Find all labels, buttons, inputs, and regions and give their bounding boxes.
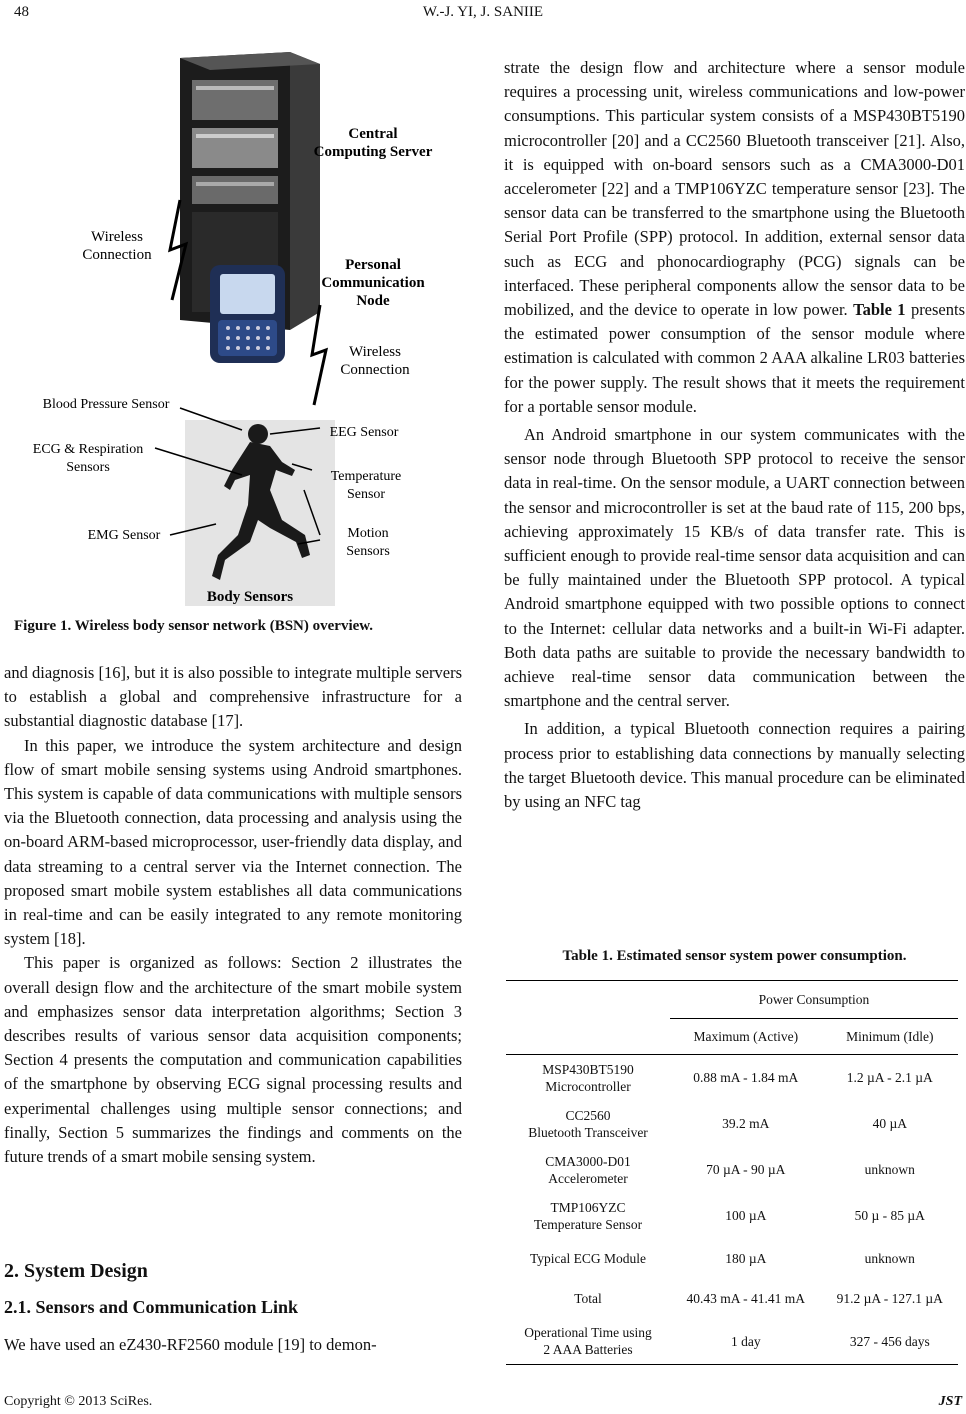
ecg-sensor-label: ECG & Respiration (32, 442, 144, 457)
table-row: CC2560 Bluetooth Transceiver 39.2 mA 40 µA (528, 1107, 907, 1140)
table-group-header: Power Consumption (670, 981, 958, 1019)
personal-node-label-3: Node (356, 293, 390, 309)
paragraph: In addition, a typical Bluetooth connection requires a pairing process prior to establishing data connections by manually selecting the target Bluetooth device. This manual procedure can be eliminated by using an NFC tag (504, 719, 965, 812)
table-row: TMP106YZC Temperature Sensor 100 µA 50 µ - 85 µA (533, 1199, 925, 1232)
paragraph: In this paper, we introduce the system architecture and design flow of smart mobile sensing systems using Android smartphones. This system is capable of data communications with multiple sensors via the Bluetooth connection, data processing and analysis using the on-board ARM-based microprocessor, user-friendly data display, and data streaming to a central server via the Internet connection. The proposed smart mobile system establishes all data communications in real-time and can be easily integrated to any remote monitoring system [18]. (4, 735, 462, 949)
column-header-max: Maximum (Active) (693, 1029, 799, 1044)
table-reference: Table 1 (853, 300, 906, 320)
motion-sensor-label: Motion (347, 526, 389, 541)
eeg-sensor-label: EEG Sensor (329, 425, 399, 440)
column-header-min: Minimum (Idle) (846, 1029, 934, 1044)
personal-node-label-2: Communication (321, 275, 425, 291)
paragraph: and diagnosis [16], but it is also possible to integrate multiple servers to establish a global and comprehensive infrastructure for a substantial diagnostic database [17]. (4, 663, 462, 731)
paragraph: strate the design flow and architecture where a sensor module requires a processing unit, wireless communications and low-power consumptions. This particular system consists of a MSP430BT5190 microcontroller [20] and a CC2560 Bluetooth transceiver [21]. Also, it is equipped with on-board sensors such as a CMA3000-D01 accelerometer [22] and a TMP106YZC temperature sensor [23]. The sensor data can be transferred to the smartphone using the Bluetooth Serial Port Profile (SPP) protocol. In addition, external sensor data such as ECG and phonocardiography (PCG) signals can be interfaced. These peripheral components allow the sensor data to be mobilized, and the device to operate in low power. Table 1 presents the estimated power consumption of the sensor module where estimation is calculated with common 2 AAA alkaline LR03 batteries for the power supply. The result shows that it meets the requirement for a portable sensor module. (504, 58, 966, 416)
ecg-sensor-label-2: Sensors (66, 460, 110, 475)
wireless-link-icon-2 (312, 305, 326, 405)
temperature-sensor-label: Temperature (330, 469, 402, 484)
right-column-body (504, 56, 965, 814)
emg-sensor-label: EMG Sensor (87, 528, 161, 543)
page-number: 48 (14, 4, 29, 20)
section-heading: 2. System Design (4, 1260, 148, 1282)
wireless-label-1b: Connection (82, 247, 152, 263)
wireless-label-1: Wireless (91, 229, 143, 245)
left-column-tail (4, 1333, 462, 1357)
table-row: CMA3000-D01 Accelerometer 70 µA - 90 µA unknown (545, 1153, 915, 1186)
smartphone-icon (210, 265, 285, 363)
table-row-operational-time: Operational Time using 2 AAA Batteries 1 day 327 - 456 days (506, 1319, 958, 1365)
running-header: W.-J. YI, J. SANIIE (422, 4, 544, 20)
server-label-2: Computing Server (313, 144, 433, 160)
body-sensors-label: Body Sensors (206, 589, 294, 605)
subsection-heading: 2.1. Sensors and Communication Link (4, 1297, 299, 1317)
left-column-body (4, 661, 462, 1169)
table-row-total: Total 40.43 mA - 41.41 mA 91.2 µA - 127.1 µA (574, 1291, 943, 1306)
bp-sensor-label: Blood Pressure Sensor (42, 397, 170, 412)
paragraph: This paper is organized as follows: Section 2 illustrates the overall design flow and the architecture of the smart mobile system and emphasizes sensor data interpretation algorithms; Section 3 describes results of various sensor data acquisition components; Section 4 presents the computation and communication capabilities of the smartphone by observing ECG signal processing results and experimental challenges using multiple sensor connections; and finally, Section 5 summarizes the findings and comments on the future trends of a smart mobile sensing system. (4, 953, 462, 1167)
wireless-label-2b: Connection (340, 362, 410, 378)
table-row: Typical ECG Module 180 µA unknown (529, 1251, 915, 1266)
paragraph: An Android smartphone in our system communicates with the sensor node through Bluetooth SPP protocol to receive the sensor data in real-time. On the sensor module, a UART connection between the sensor and microcontroller is set at the baud rate of 115, 200 bps, achieving approximately 15 KB/s of data transfer rate. This is sufficient enough to provide real-time sensor data acquisition and can be fully maintained under the Bluetooth SPP protocol. A typical Android smartphone equipped with two possible options to connect to the Internet: cellular data networks and a built-in Wi-Fi adapter. Both data paths are suitable to provide the necessary bandwidth to achieve real-time sensor data communication between the smartphone and the central server. (504, 425, 965, 711)
table-caption: Table 1. Estimated sensor system power consumption. (562, 948, 907, 964)
journal-name: JST (938, 1394, 962, 1409)
copyright: Copyright © 2013 SciRes. (4, 1394, 153, 1409)
motion-sensor-label-2: Sensors (346, 544, 390, 559)
personal-node-label: Personal (345, 257, 401, 273)
wireless-label-2: Wireless (349, 344, 401, 360)
bsn-overview-figure (20, 50, 460, 610)
paragraph: We have used an eZ430-RF2560 module [19] to demon- (4, 1335, 377, 1354)
temperature-sensor-label-2: Sensor (346, 487, 386, 502)
server-label: Central (348, 126, 398, 142)
power-consumption-table (506, 980, 958, 1365)
figure-caption: Figure 1. Wireless body sensor network (BSN) overview. (14, 618, 374, 634)
table-row: MSP430BT5190 Microcontroller 0.88 mA - 1.84 mA 1.2 µA - 2.1 µA (542, 1061, 933, 1094)
